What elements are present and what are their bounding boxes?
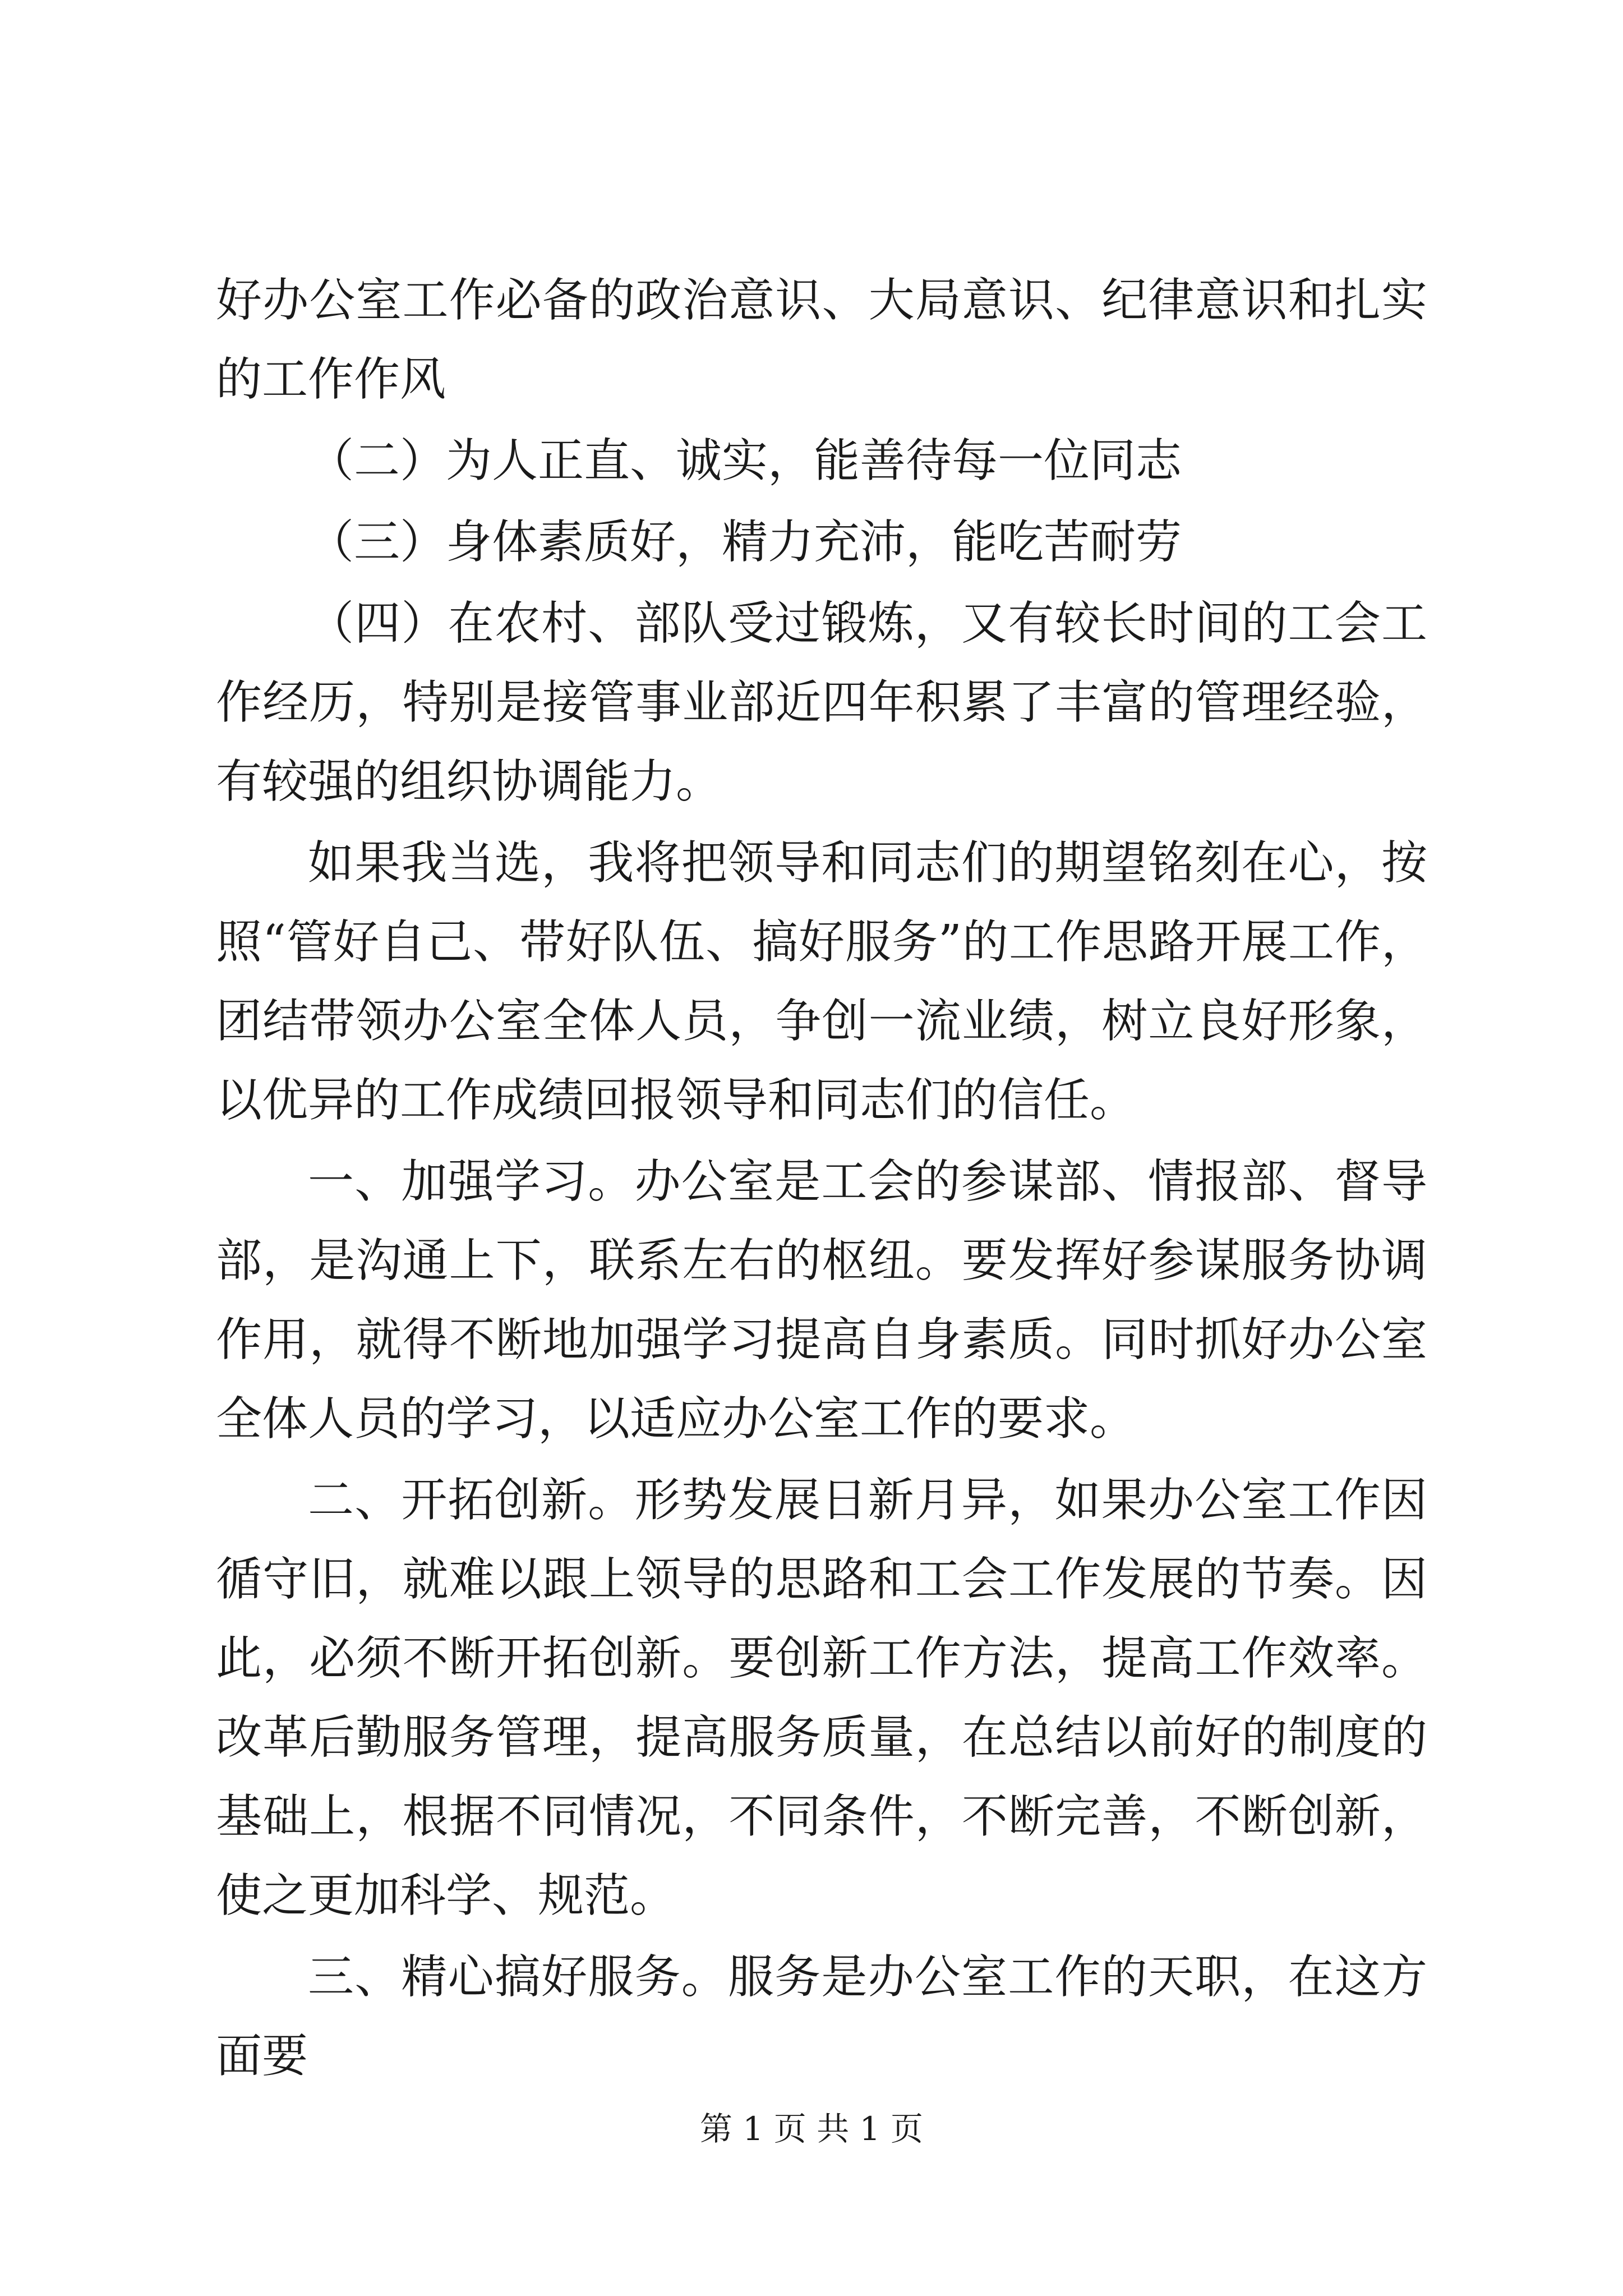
- paragraph-6: 二、开拓创新。形势发展日新月异，如果办公室工作因循守旧，就难以跟上领导的思路和工会工作发展的节奏。因此，必须不断开拓创新。要创新工作方法，提高工作效率。改革后勤服务管理，提高服务质量，在总结以前好的制度的基础上，根据不同情况，不同条件，不断完善，不断创新，使之更加科学、规范。: [216, 1474, 1427, 1922]
- paragraph-2: （三）身体素质好，精力充沛，能吃苦耐劳: [308, 516, 1182, 569]
- paragraph-7: 三、精心搞好服务。服务是办公室工作的天职，在这方面要: [216, 1950, 1427, 2083]
- page-footer: [0, 2109, 1623, 2148]
- paragraph-0: 好办公室工作必备的政治意识、大局意识、纪律意识和扎实的工作作风: [216, 274, 1427, 406]
- document-body: [216, 261, 1427, 2096]
- paragraph-5: 一、加强学习。办公室是工会的参谋部、情报部、督导部，是沟通上下，联系左右的枢纽。要发挥好参谋服务协调作用，就得不断地加强学习提高自身素质。同时抓好办公室全体人员的学习，以适应办公室工作的要求。: [216, 1155, 1427, 1446]
- paragraph-1: （二）为人正直、诚实，能善待每一位同志: [308, 434, 1182, 487]
- paragraph-4: 如果我当选，我将把领导和同志们的期望铭刻在心，按照“管好自己、带好队伍、搞好服务”的工作思路开展工作，团结带领办公室全体人员，争创一流业绩，树立良好形象，以优异的工作成绩回报领导和同志们的信任。: [216, 836, 1427, 1127]
- page-number-label: 第 1 页 共 1 页: [700, 2110, 923, 2148]
- paragraph-3: （四）在农村、部队受过锻炼，又有较长时间的工会工作经历，特别是接管事业部近四年积累了丰富的管理经验，有较强的组织协调能力。: [216, 597, 1427, 808]
